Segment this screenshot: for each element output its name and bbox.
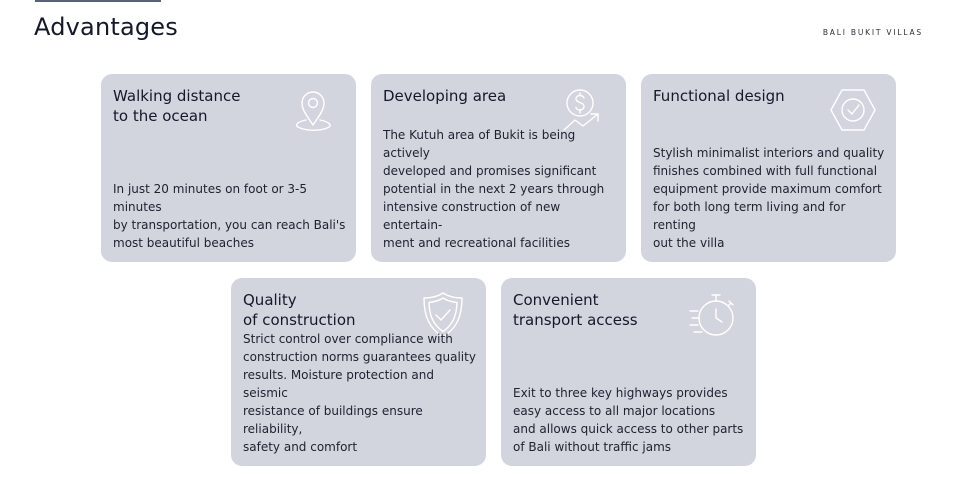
card-description: Exit to three key highways provides easy access to all major locations and allows quick access to other parts of Bali without traffic jams — [513, 386, 744, 454]
card-description: Stylish minimalist interiors and quality finishes combined with full functional equipment provide maximum comfort for both long term living and for renting out the villa — [653, 146, 885, 250]
header-accent-rule — [35, 0, 161, 2]
hexagon-check-icon — [828, 86, 878, 136]
card-description: The Kutuh area of Bukit is being actively developed and promises significant potential in the next 2 years through intensive construction of new entertain- ment and recreational facilities — [383, 128, 605, 250]
advantage-card-quality-construction — [231, 278, 486, 466]
brand-name: BALI BUKIT VILLAS — [822, 28, 923, 37]
card-title: Developing area — [383, 87, 507, 105]
page-title: Advantages — [34, 13, 178, 41]
card-title: Functional design — [653, 87, 785, 105]
stopwatch-icon — [688, 290, 738, 340]
advantage-card-transport-access — [501, 278, 756, 466]
card-title: Quality of construction — [243, 291, 356, 329]
card-description: Strict control over compliance with construction norms guarantees quality results. Moisture protection and seismic resistance of buildings ensure reliability, safety and comfort — [243, 332, 476, 454]
card-title: Convenient transport access — [513, 291, 638, 329]
map-pin-icon — [288, 86, 338, 136]
card-title: Walking distance to the ocean — [113, 87, 241, 125]
advantage-card-walking-distance — [101, 74, 356, 262]
card-description: In just 20 minutes on foot or 3-5 minutes by transportation, you can reach Bali's most beautiful beaches — [113, 182, 346, 250]
advantage-card-developing-area — [371, 74, 626, 262]
advantage-card-functional-design — [641, 74, 896, 262]
